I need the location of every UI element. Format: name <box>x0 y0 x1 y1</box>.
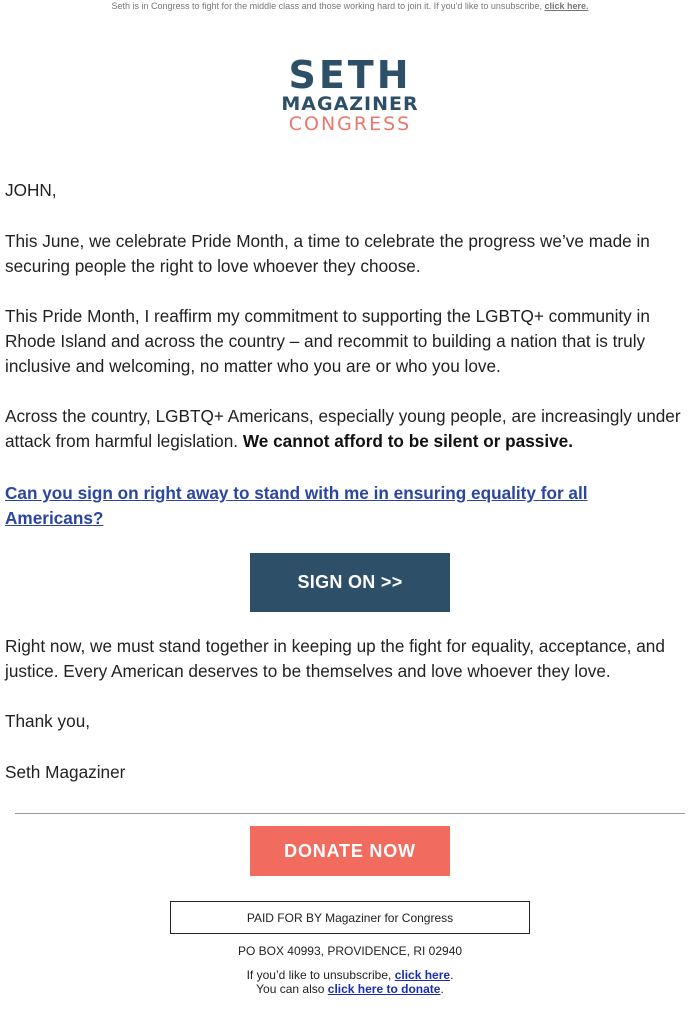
paragraph-stand-together: Right now, we must stand together in keeping up the fight for equality, acceptance, and justice. Every American deserves to be themselves and love whoever they love. <box>5 636 665 681</box>
unsubscribe-link[interactable]: click here <box>394 968 451 982</box>
donate-line <box>0 982 700 996</box>
greeting: JOHN, <box>5 180 57 200</box>
logo-line-magaziner: MAGAZINER <box>281 93 419 115</box>
logo-line-congress: CONGRESS <box>288 113 412 135</box>
unsubscribe-text: If you’d like to unsubscribe, <box>246 968 392 982</box>
preheader-text: Seth is in Congress to fight for the middle class and those working hard to join it. If you'd like to unsubscribe, <box>111 1 542 11</box>
divider <box>15 813 685 814</box>
paragraph-attack-text: Across the country, LGBTQ+ Americans, especially young people, are increasingly under attack from harmful legislation. <box>5 406 681 451</box>
paragraph-attack <box>5 404 690 454</box>
donate-link[interactable]: click here to donate <box>327 982 441 996</box>
footer-links <box>0 968 700 996</box>
preheader <box>0 0 700 14</box>
donate-text: You can also <box>256 982 325 996</box>
paragraph-pride-month: This June, we celebrate Pride Month, a time to celebrate the progress we’ve made in securing people the right to love whoever they choose. <box>5 231 650 276</box>
paragraph-attack-emphasis: We cannot afford to be silent or passive. <box>242 431 574 451</box>
signature: Seth Magaziner <box>5 762 126 782</box>
cta-paragraph <box>5 481 690 531</box>
sign-on-button[interactable]: SIGN ON >> <box>250 553 450 612</box>
paragraph-commitment: This Pride Month, I reaffirm my commitment to supporting the LGBTQ+ community in Rhode Island and across the country – and recommit to building a nation that is truly inclusive and welcoming, no matter who you are or who you love. <box>5 306 650 376</box>
paid-for-disclaimer: PAID FOR BY Magaziner for Congress <box>170 901 530 934</box>
donate-now-button[interactable]: DONATE NOW <box>250 826 450 876</box>
logo-line-seth: SETH <box>288 53 412 97</box>
preheader-unsubscribe-link[interactable]: click here. <box>544 1 589 11</box>
signoff: Thank you, <box>5 711 91 731</box>
unsubscribe-period: . <box>450 968 454 982</box>
mailing-address: PO BOX 40993, PROVIDENCE, RI 02940 <box>237 944 463 958</box>
unsubscribe-line <box>0 968 700 982</box>
sign-on-text-link[interactable]: Can you sign on right away to stand with me in ensuring equality for all Americans? <box>5 483 588 528</box>
donate-period: . <box>440 982 444 996</box>
campaign-logo <box>200 53 500 135</box>
